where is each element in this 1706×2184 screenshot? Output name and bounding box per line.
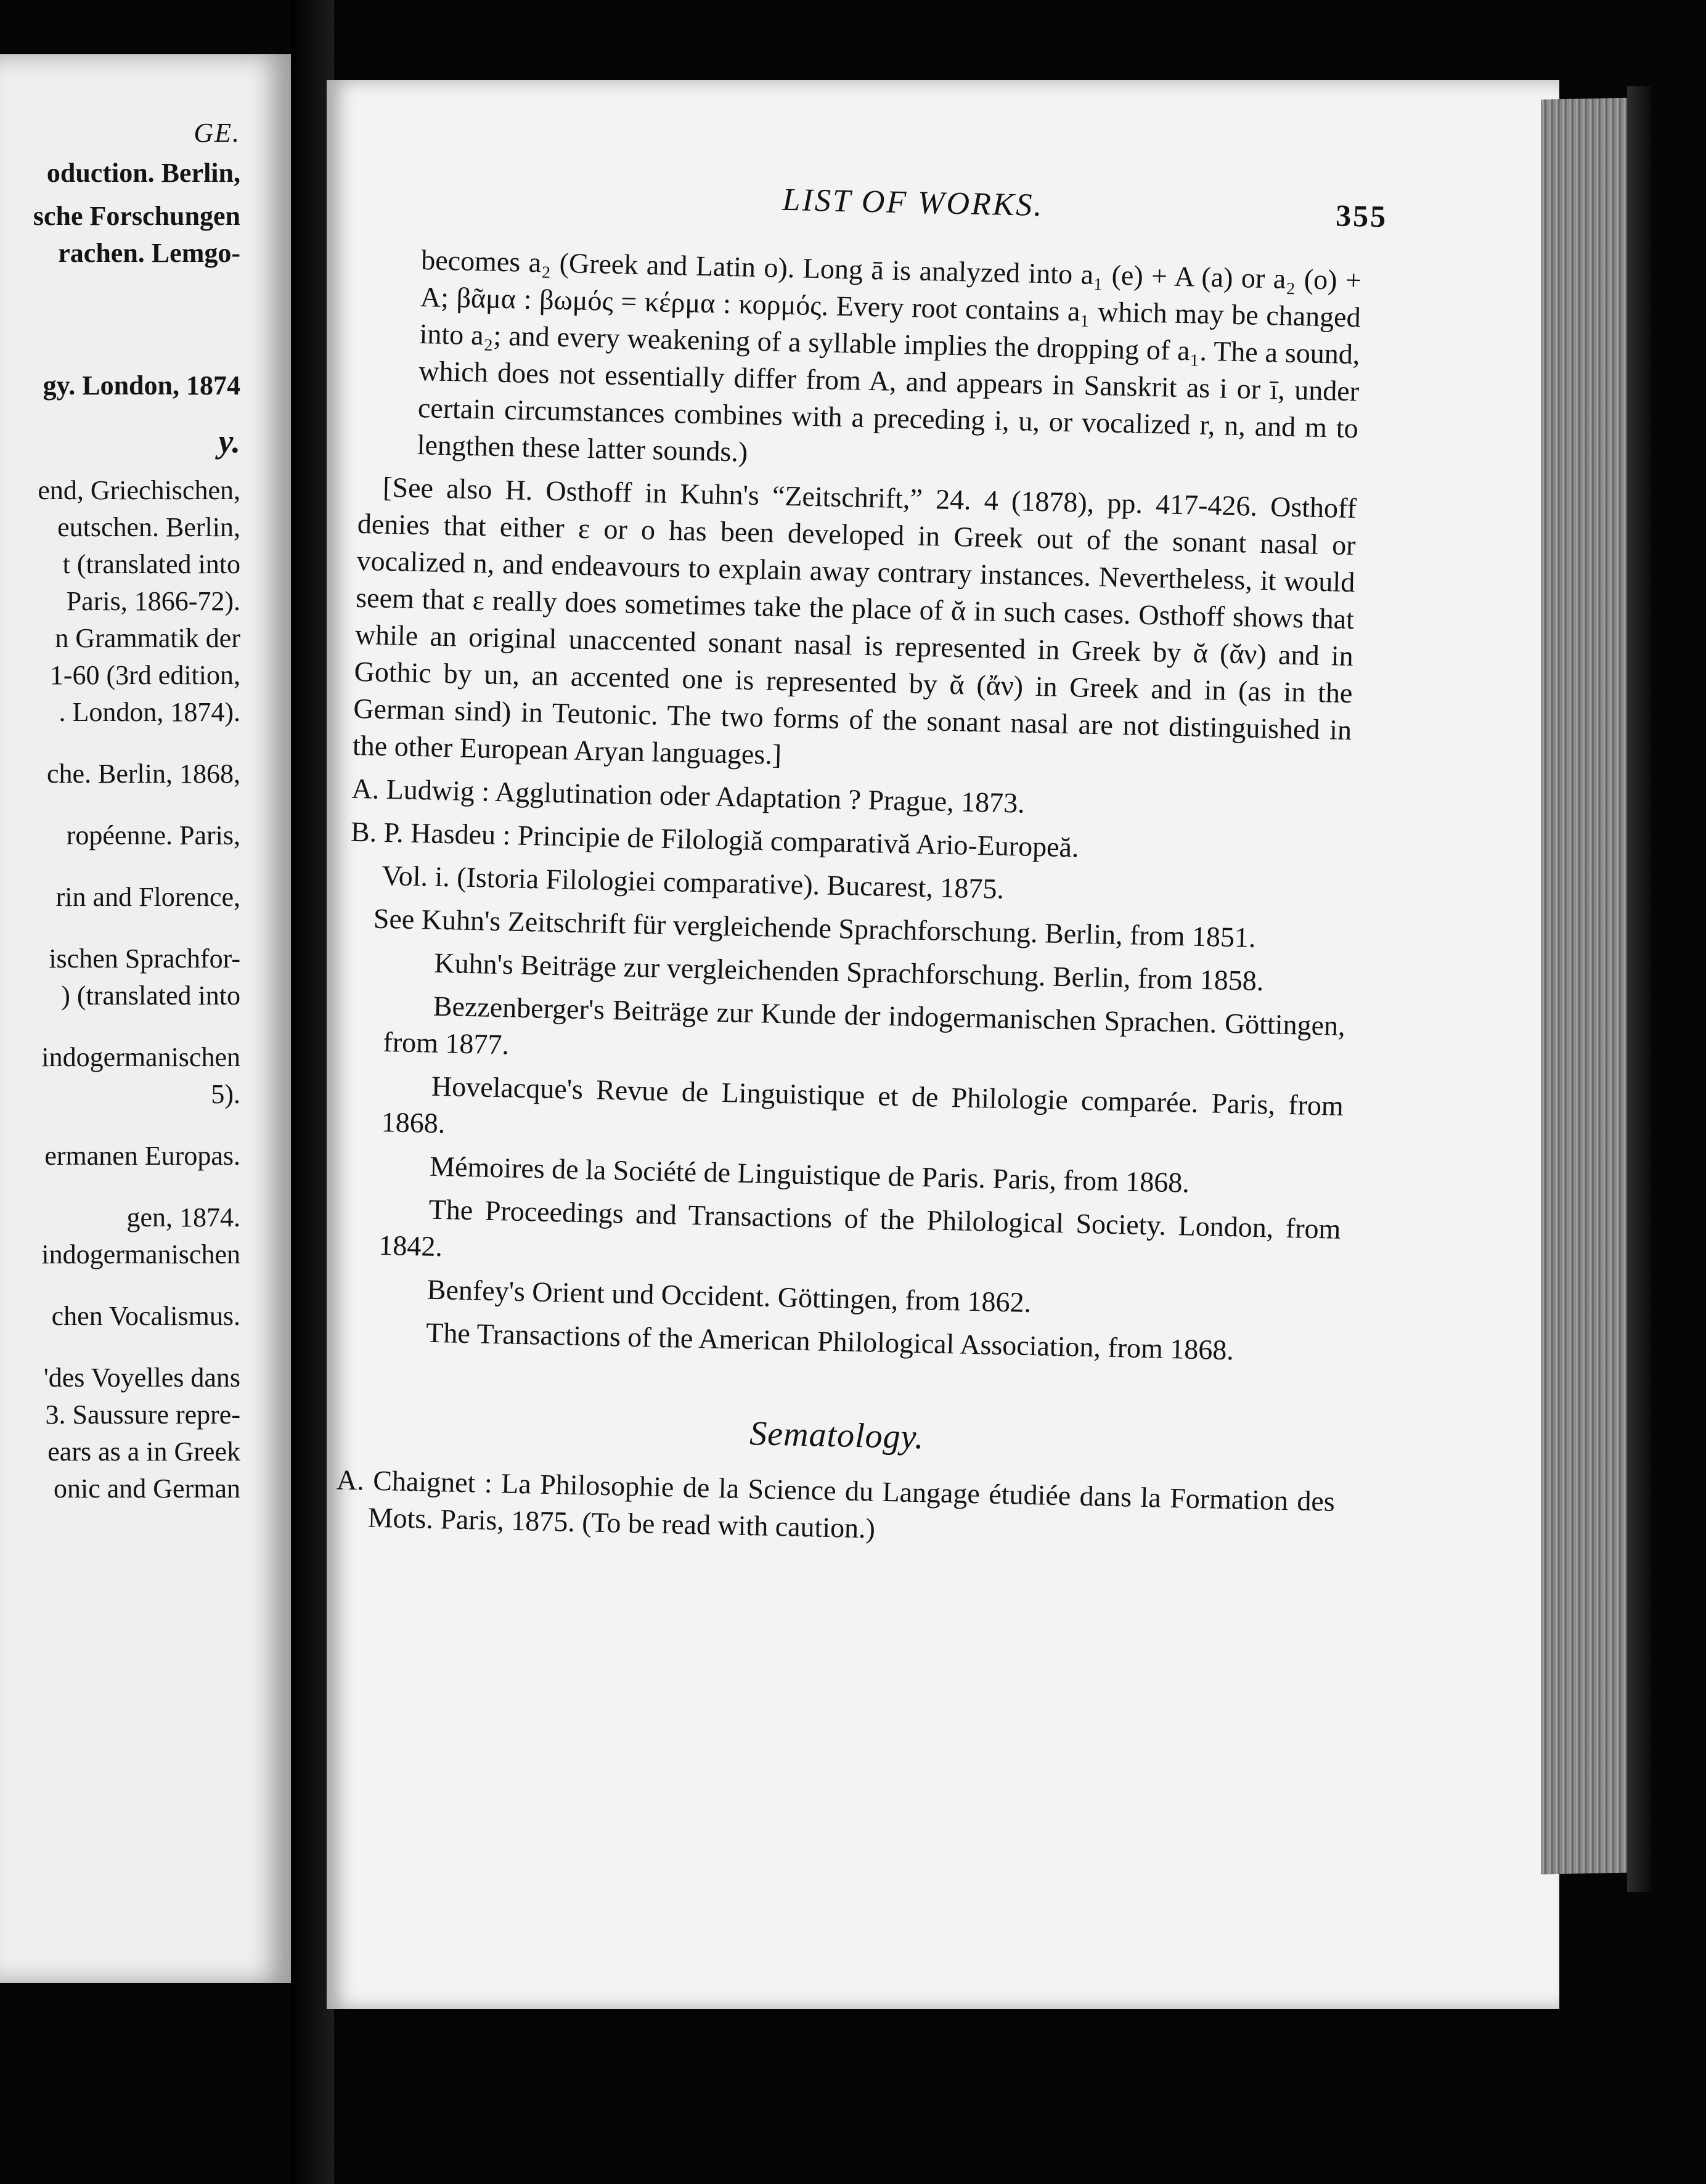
body-paragraph: Vol. i. (Istoria Filologiei comparative). Bucarest, 1875. [381, 859, 1005, 905]
left-page-line: indogermanischen [41, 1239, 240, 1269]
right-page [327, 80, 1559, 2009]
left-page-line: GE. [194, 118, 240, 148]
left-page-line: 1-60 (3rd edition, [49, 660, 240, 690]
body-paragraph: Benfey's Orient und Occident. Göttingen, from 1862. [426, 1273, 1032, 1319]
left-page-line: gen, 1874. [126, 1202, 240, 1233]
left-page-line: 5). [211, 1079, 240, 1109]
left-page-line: rin and Florence, [55, 882, 240, 912]
book-cover-edge [1627, 86, 1652, 1892]
left-page-line: ears as a in Greek [47, 1436, 240, 1467]
body-paragraphs [340, 240, 1362, 1371]
left-page-line: ) (translated into [61, 980, 240, 1011]
left-page-line: Paris, 1866-72). [66, 586, 240, 616]
body-paragraph: Hovelacque's Revue de Linguistique et de Philologie comparée. Paris, from 1868. [381, 1070, 1344, 1139]
body-paragraph: [See also H. Osthoff in Kuhn's “Zeitschrift,” 24. 4 (1878), pp. 417-426. Osthoff denies that either ε or ο has been developed in Greek out of the sonant nasal or vocalized n, and endeavours to explain away contrary instances. Nevertheless, it would seem that ε really does sometimes take the place of ᾰ in such cases. Osthoff shows that while an original unaccented sonant nasal is represented in Greek by ᾰ (ᾰν) and in Gothic by un, an accented one is represented by ᾰ (ἄν) in Greek and in (as in the German sind) in Teutonic. The two forms of the sonant nasal are not distinguished in the other European Aryan languages.] [352, 471, 1357, 770]
left-page-line: ermanen Europas. [44, 1141, 240, 1171]
left-page-fragment [0, 54, 291, 1983]
left-page-line: rachen. Lemgo- [58, 238, 240, 268]
body-paragraph: Mémoires de la Société de Linguistique de Paris. Paris, from 1868. [429, 1150, 1190, 1199]
body-paragraph: A. Chaignet : La Philosophie de la Science du Langage étudiée dans la Formation des Mots. Paris, 1875. (To be read with caution.) [336, 1464, 1336, 1544]
left-page-line: eutschen. Berlin, [57, 512, 240, 542]
left-page-line: chen Vocalismus. [51, 1301, 240, 1331]
body-paragraph: The Proceedings and Transactions of the Philological Society. London, from 1842. [378, 1193, 1341, 1263]
left-page-line: end, Griechischen, [38, 475, 240, 505]
body-paragraph: The Transactions of the American Philological Association, from 1868. [425, 1316, 1235, 1366]
left-page-line: t (translated into [62, 549, 240, 579]
page-number: 355 [1335, 198, 1388, 234]
left-page-line: ischen Sprachfor- [49, 943, 240, 974]
running-title: LIST OF WORKS. [782, 182, 1045, 224]
page-text-block [335, 182, 1388, 1557]
left-page-line: gy. London, 1874 [43, 370, 240, 401]
page-edges [1541, 97, 1637, 1874]
left-page-line: oduction. Berlin, [46, 158, 240, 188]
body-paragraph: A. Ludwig : Agglutination oder Adaptation ? Prague, 1873. [351, 772, 1026, 819]
sematology-entries [335, 1462, 1335, 1557]
left-page-line: onic and German [54, 1473, 240, 1504]
left-page-line: indogermanischen [41, 1042, 240, 1072]
running-head [365, 173, 1388, 234]
body-paragraph: Bezzenberger's Beiträge zur Kunde der indogermanischen Sprachen. Göttingen, from 1877. [383, 990, 1346, 1061]
section-heading-sematology: Sematology. [749, 1414, 925, 1457]
body-paragraph: See Kuhn's Zeitschrift für vergleichende Sprachforschung. Berlin, from 1851. [373, 902, 1257, 953]
body-paragraph: Kuhn's Beiträge zur vergleichenden Sprachforschung. Berlin, from 1858. [433, 947, 1264, 997]
left-page-line: che. Berlin, 1868, [46, 759, 240, 789]
left-page-line: . London, 1874). [59, 697, 240, 727]
left-page-line: 3. Saussure repre- [45, 1400, 240, 1430]
body-paragraph: B. P. Hasdeu : Principie de Filologiă comparativă Ario-Europeă. [350, 815, 1080, 863]
left-page-line: 'des Voyelles dans [43, 1363, 240, 1393]
left-page-line: n Grammatik der [55, 623, 240, 653]
left-page-line: y. [218, 423, 240, 460]
left-page-line: ropéenne. Paris, [66, 820, 240, 850]
body-paragraph: becomes a₂ (Greek and Latin o). Long ā is analyzed into a₁ (e) + A (a) or a₂ (o) + A; βᾶμα : βωμός = κέρμα : κορμός. Every root contains a₁ which may be changed into a₂; and every weakening of a syllable implies the dropping of a₁. The a sound, which does not essentially differ from A, and appears in Sanskrit as i or ī, under certain circumstances combines with a preceding i, u, or vocalized r, n, and m to lengthen these latter sounds.) [417, 244, 1362, 468]
left-page-line: sche Forschungen [33, 201, 240, 231]
